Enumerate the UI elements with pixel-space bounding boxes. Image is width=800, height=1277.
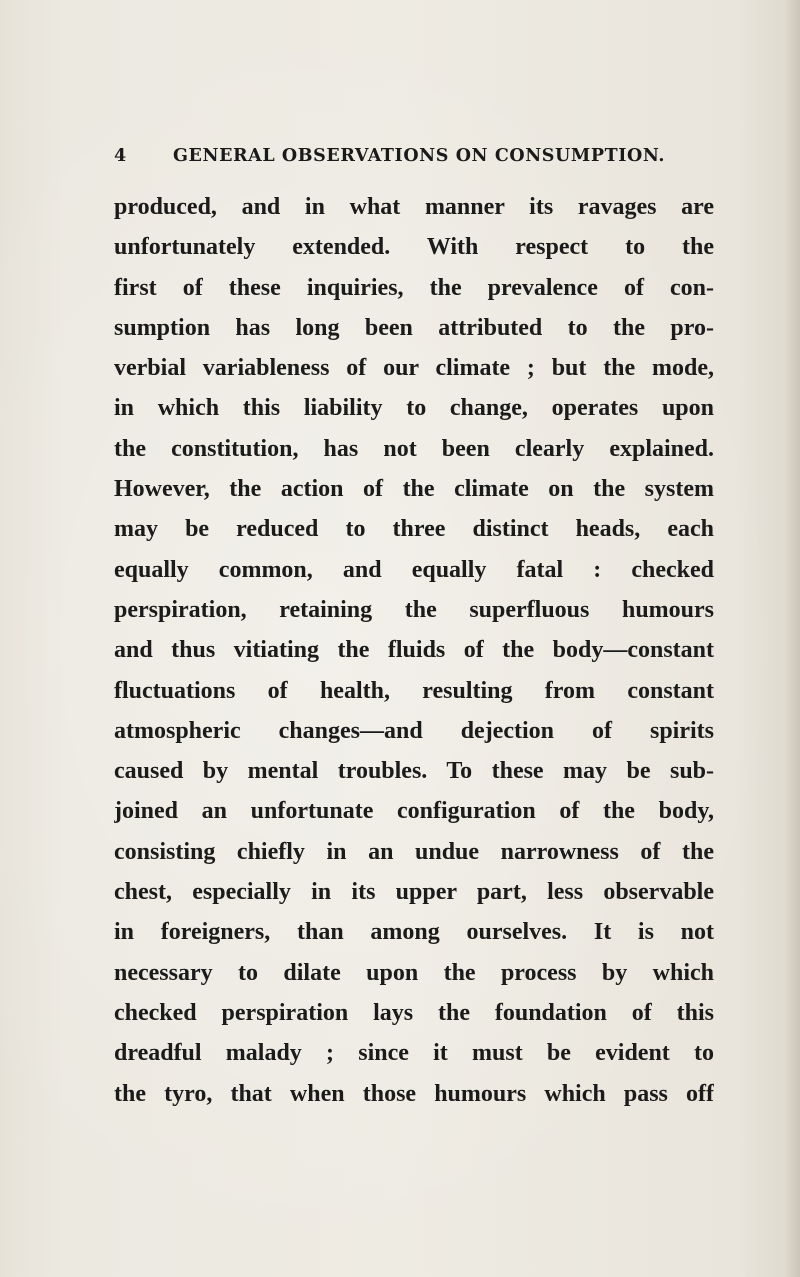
text-line: first of these inquiries, the prevalence of con- [114,274,714,301]
text-line: equally common, and equally fatal : checked [114,556,714,583]
text-line: caused by mental troubles. To these may be sub- [114,758,714,785]
running-head [114,146,666,170]
text-line: joined an unfortunate configuration of the body, [114,798,714,825]
body-text [114,187,714,1114]
text-line: in which this liability to change, operates upon [114,395,714,422]
text-line: checked perspiration lays the foundation of this [114,999,714,1026]
text-line: necessary to dilate upon the process by which [114,959,714,986]
text-line: dreadful malady ; since it must be evident to [114,1040,714,1067]
running-head-title: GENERAL OBSERVATIONS ON CONSUMPTION. [173,146,666,166]
text-line: perspiration, retaining the superfluous humours [114,596,714,623]
text-line: atmospheric changes—and dejection of spirits [114,717,714,744]
text-line: consisting chiefly in an undue narrowness of the [114,838,714,865]
text-line: unfortunately extended. With respect to the [114,234,714,261]
text-line: the tyro, that when those humours which pass off [114,1080,714,1107]
text-line: However, the action of the climate on the system [114,476,714,503]
text-line: fluctuations of health, resulting from constant [114,677,714,704]
text-line: produced, and in what manner its ravages are [114,194,714,220]
text-line: verbial variableness of our climate ; but the mode, [114,355,714,382]
text-line: in foreigners, than among ourselves. It is not [114,919,714,946]
text-line: sumption has long been attributed to the pro- [114,314,714,341]
text-line: chest, especially in its upper part, less observable [114,879,714,906]
page-number: 4 [114,146,127,166]
text-line: the constitution, has not been clearly explained. [114,435,714,462]
text-line: and thus vitiating the fluids of the body—constant [114,637,714,664]
text-line: may be reduced to three distinct heads, each [114,516,714,543]
page-edge-shadow [784,0,800,1277]
